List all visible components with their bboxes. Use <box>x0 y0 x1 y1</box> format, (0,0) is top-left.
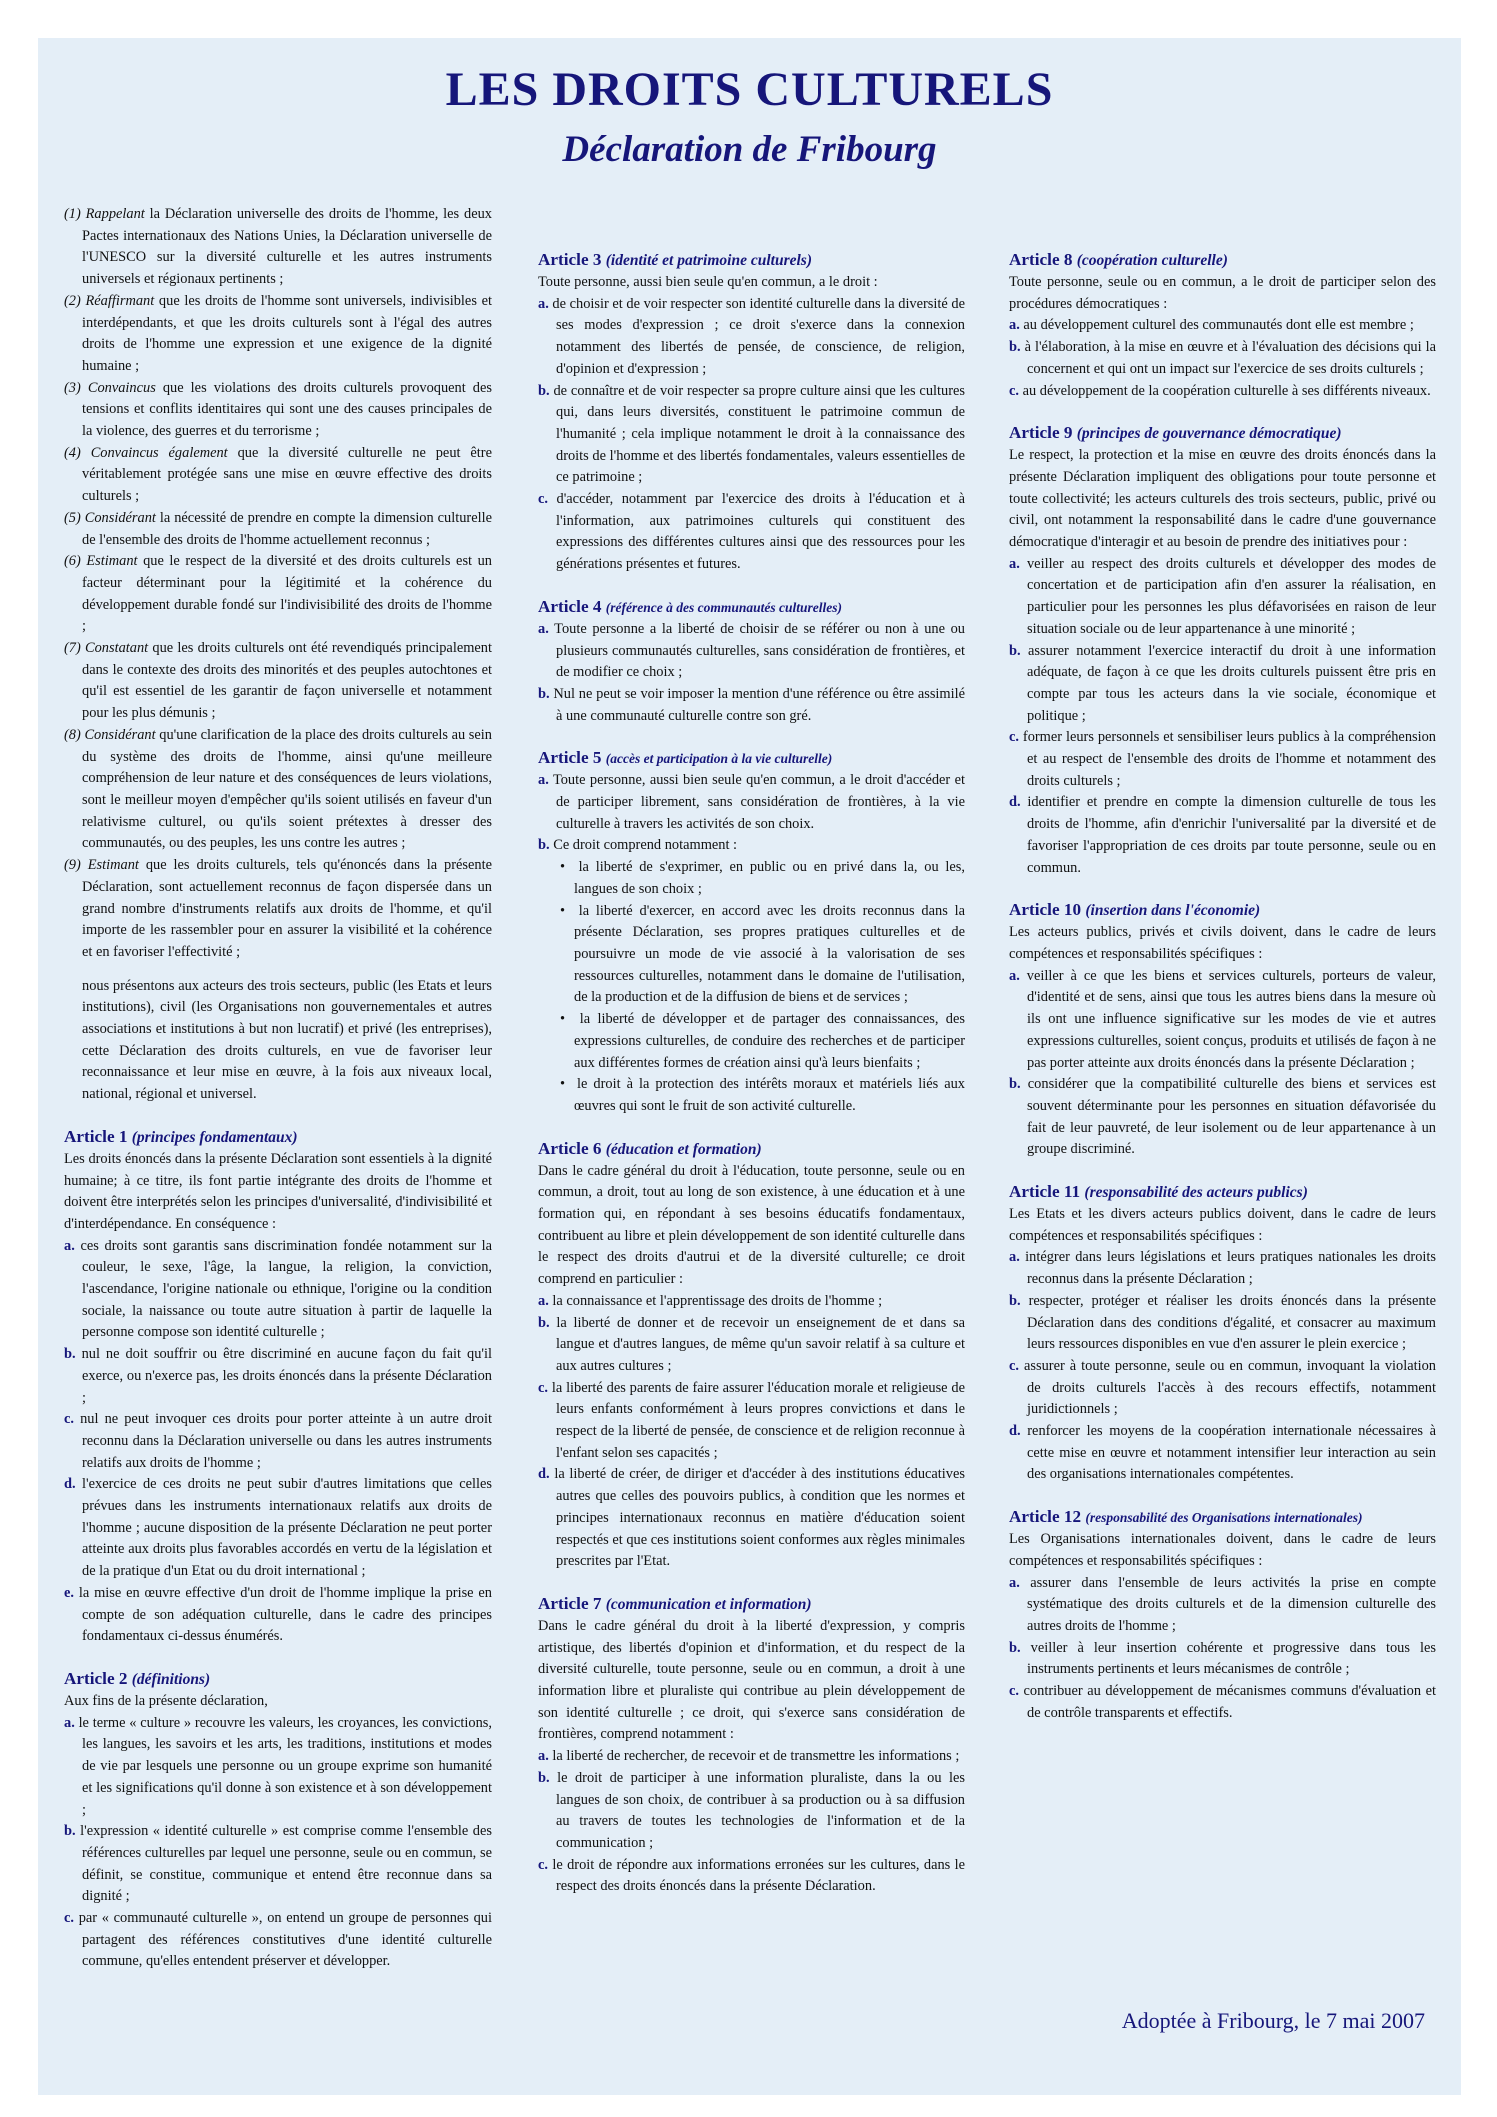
article-subject: (principes de gouvernance démocratique) <box>1076 425 1342 443</box>
article-heading <box>64 1126 492 1149</box>
item-text: assurer notamment l'exercice interactif du droit à une information adéquate, de façon à ce que les droits culturels puissent être pris en compte par tous les acteurs dans la vie sociale, économique et politique ; <box>1027 642 1436 724</box>
preamble-text: qu'une clarification de la place des droits culturels au sein du système des droits de l'homme, ainsi qu'une meilleure compréhension de leur nature et des conséquences de leurs violations, sont le meilleur moyen d'empêcher qu'ils soient utilisés en faveur d'un relativisme culturel, ou qu'ils soient prétextes à dresser des communautés, ou des peuples, les uns contre les autres ; <box>82 726 492 852</box>
item-text: par « communauté culturelle », on entend un groupe de personnes qui partagent des références constitutives d'une identité culturelle commune, qu'elles entendent préserver et développer. <box>78 1910 492 1970</box>
item-text: l'exercice de ces droits ne peut subir d'autres limitations que celles prévues dans les instruments internationaux relatifs aux droits de l'homme ; aucune disposition de la présente Déclaration ne peut porter atteinte aux droits plus favorables accordés en vertu de la législation et de la pratique d'un Etat ou du droit international ; <box>82 1476 492 1580</box>
bullet-item <box>538 857 965 900</box>
article-intro: Les Etats et les divers acteurs publics doivent, dans le cadre de leurs compétences et responsabilités spécifiques : <box>1009 1206 1436 1244</box>
item-letter: e. <box>64 1584 74 1601</box>
article-subject: (principes fondamentaux) <box>131 1128 298 1146</box>
item-letter: b. <box>538 382 550 399</box>
article-item <box>538 770 965 835</box>
article-number: Article 7 <box>538 1593 602 1613</box>
preamble-number: (8) <box>64 726 81 743</box>
preamble-clause <box>64 291 492 378</box>
preamble-clause <box>64 855 492 964</box>
article-subject: (insertion dans l'économie) <box>1085 902 1261 920</box>
article-section <box>538 1138 965 1573</box>
item-text: de choisir et de voir respecter son identité culturelle dans la diversité de ses modes d'expression ; ce droit s'exerce dans la connexion notamment des libertés de pensée, de conscience, de religion, d'opinion et d'expression ; <box>552 295 965 377</box>
item-letter: a. <box>1009 1249 1020 1266</box>
preamble-number: (1) <box>64 206 81 222</box>
article-intro: Toute personne, seule ou en commun, a le droit de participer selon des procédures démocratiques : <box>1009 274 1436 312</box>
preamble-text: que les droits de l'homme sont universels, indivisibles et interdépendants, et que les droits culturels sont à l'égal des autres droits de l'homme une expression et une exigence de la dignité humaine ; <box>82 292 492 374</box>
item-text: l'expression « identité culturelle » est comprise comme l'ensemble des références culturelles par lequel une personne, seule ou en commun, se définit, se constitue, communique et entend être reconnue dans sa dignité ; <box>80 1823 492 1905</box>
bullet-text: la liberté d'exercer, en accord avec les droits reconnus dans la présente Déclaration, ses propres pratiques culturelles et de poursuivre un mode de vie associé à la valorisation de ses ressources culturelles, notamment dans le domaine de l'utilisation, de la production et de la diffusion de biens et de services ; <box>574 902 965 1006</box>
item-text: au développement de la coopération culturelle à ses différents niveaux. <box>1022 382 1431 399</box>
article-number: Article 5 <box>538 748 602 768</box>
article-item <box>1009 315 1436 337</box>
item-text: nul ne peut invoquer ces droits pour porter atteinte à un autre droit reconnu dans la Déclaration universelle ou dans les autres instruments relatifs aux droits de l'homme ; <box>80 1411 492 1471</box>
item-letter: b. <box>538 837 550 854</box>
item-letter: b. <box>538 685 550 702</box>
article-intro: Dans le cadre général du droit à la liberté d'expression, y compris artistique, des libertés d'opinion et d'information, et du respect de la diversité culturelle, toute personne, seule ou en commun, a droit à une information libre et pluraliste qui contribue au plein développement de son identité culturelle ; ce droit, qui s'exerce sans considération de frontières, comprend notamment : <box>538 1617 965 1743</box>
article-item <box>538 381 965 490</box>
item-text: d'accéder, notamment par l'exercice des droits à l'éducation et à l'information, aux patrimoines culturels qui constituent des expressions des différentes cultures ainsi que des ressources pour les générations présentes et futures. <box>556 491 965 573</box>
item-letter: c. <box>538 491 548 508</box>
item-letter: b. <box>1009 1639 1021 1656</box>
item-letter: a. <box>1009 555 1020 572</box>
article-item <box>1009 1573 1436 1638</box>
bullet-icon: • <box>560 859 579 876</box>
preamble-text: que les droits culturels ont été revendiqués principalement dans le contexte des droits des minorités et des peuples autochtones et qu'il est essentiel de les garantir de façon universelle et notamment pour les plus démunis ; <box>82 640 492 722</box>
item-text: veiller au respect des droits culturels et développer des modes de concertation et de participation afin d'en assurer la réalisation, en particulier pour les personnes les plus défavorisées en raison de leur situation sociale ou de leur appartenance à une minorité ; <box>1026 555 1436 637</box>
article-item <box>1009 1421 1436 1486</box>
article-heading <box>64 1668 492 1691</box>
article-intro: Dans le cadre général du droit à l'éducation, toute personne, seule ou en commun, a droit, tout au long de son existence, à une éducation et à une formation qui, en répondant à ses besoins éducatifs fondamentaux, contribuent au libre et plein développement de son identité culturelle dans le respect des droits d'autrui et de la diversité culturelle; ce droit comprend en particulier : <box>538 1162 965 1288</box>
item-text: assurer dans l'ensemble de leurs activités la prise en compte systématique des droits culturels et de la dimension culturelle des autres droits de l'homme ; <box>1027 1574 1436 1634</box>
article-section <box>538 596 965 728</box>
preamble-number: (6) <box>64 553 81 570</box>
bullet-item <box>538 1009 965 1074</box>
item-letter: b. <box>64 1823 76 1840</box>
article-item <box>1009 1638 1436 1681</box>
preamble-lead-word: Réaffirmant <box>85 292 155 309</box>
preamble-clause <box>64 204 492 291</box>
bullet-text: la liberté de s'exprimer, en public ou en privé dans la, ou les, langues de son choix ; <box>574 859 965 897</box>
item-text: Toute personne, aussi bien seule qu'en commun, a le droit d'accéder et de participer librement, sans considération de frontières, à la vie culturelle à travers les activités de son choix. <box>552 772 965 832</box>
preamble-number: (7) <box>64 640 81 657</box>
bullet-text: le droit à la protection des intérêts moraux et matériels liés aux œuvres qui sont le fruit de son activité culturelle. <box>574 1076 965 1114</box>
preamble-number: (5) <box>64 509 81 526</box>
article-item <box>64 1713 492 1822</box>
item-letter: a. <box>1009 1574 1020 1591</box>
item-text: intégrer dans leurs législations et leurs pratiques nationales les droits reconnus dans la présente Déclaration ; <box>1025 1249 1436 1288</box>
bullet-text: la liberté de développer et de partager des connaissances, des expressions culturelles, de conduire des recherches et de participer aux différentes formes de création ainsi qu'à leurs bienfaits ; <box>574 1011 965 1071</box>
article-heading <box>1009 1506 1436 1529</box>
column-3 <box>1009 249 1436 1724</box>
preamble-clause <box>64 443 492 508</box>
article-number: Article 9 <box>1009 423 1073 443</box>
item-text: respecter, protéger et réaliser les droits énoncés dans la présente Déclaration dans des conditions d'égalité, et consacrer au maximum leurs ressources disponibles en vue d'en assurer le plein exercice ; <box>1027 1292 1436 1353</box>
article-intro: Les acteurs publics, privés et civils doivent, dans le cadre de leurs compétences et responsabilités spécifiques : <box>1009 924 1436 962</box>
article-item <box>538 619 965 684</box>
article-number: Article 3 <box>538 250 602 269</box>
article-subject: (accès et participation à la vie culturelle) <box>605 751 833 767</box>
preamble-clause <box>64 378 492 443</box>
item-letter: a. <box>1009 317 1020 334</box>
article-section <box>538 249 965 576</box>
article-item <box>1009 1356 1436 1421</box>
article-intro: Le respect, la protection et la mise en œuvre des droits énoncés dans la présente Déclaration impliquent des obligations pour toute personne et toute collectivité; les acteurs culturels des trois secteurs, public, privé ou civil, ont notamment la responsabilité dans le cadre d'une gouvernance démocratique d'interagir et au besoin de prendre des initiatives pour : <box>1009 447 1436 551</box>
item-text: le droit de participer à une information pluraliste, dans la ou les langues de son choix, de contribuer à sa production ou à sa diffusion au travers de toutes les technologies de l'information et de la communication ; <box>556 1769 965 1851</box>
item-text: le terme « culture » recouvre les valeurs, les croyances, les convictions, les langues, les savoirs et les arts, les traditions, institutions et modes de vie par lesquels une personne ou un groupe exprime son humanité et les significations qu'il donne à son existence et à son développement ; <box>78 1714 492 1818</box>
item-letter: c. <box>64 1411 74 1428</box>
item-letter: a. <box>538 1292 549 1309</box>
article-heading <box>1009 422 1436 445</box>
item-text: identifier et prendre en compte la dimension culturelle de tous les droits de l'homme, afin d'enrichir l'universalité par la diversité et de favoriser l'appropriation de ces droits par toute personne, seule ou en commun. <box>1027 794 1436 876</box>
item-text: la liberté de rechercher, de recevoir et de transmettre les informations ; <box>552 1748 960 1765</box>
article-item <box>538 1746 965 1768</box>
item-letter: d. <box>1009 1423 1021 1440</box>
item-text: de connaître et de voir respecter sa propre culture ainsi que les cultures qui, dans leurs diversités, constituent le patrimoine commun de l'humanité ; cela implique notamment le droit à la connaissance des droits de l'homme et des libertés fondamentales, valeurs essentielles de ce patrimoine ; <box>553 382 965 486</box>
preamble <box>64 204 492 964</box>
article-item <box>1009 792 1436 879</box>
bullet-icon: • <box>560 902 579 919</box>
preamble-text: que le respect de la diversité et des droits culturels est un facteur déterminant pour la légitimité et la cohérence du développement durable fondé sur l'indivisibilité des droits de l'homme ; <box>82 553 492 635</box>
item-letter: a. <box>538 295 549 312</box>
presentation-paragraph: nous présentons aux acteurs des trois secteurs, public (les Etats et leurs institutions), civil (les Organisations non gouvernementales et autres associations et institutions à but non lucratif) et privé (les entreprises), cette Déclaration des droits culturels, en vue de favoriser leur reconnaissance et leur mise en œuvre, à la fois aux niveaux local, national, régional et universel. <box>82 977 492 1103</box>
item-text: Ce droit comprend notamment : <box>553 837 738 854</box>
bullet-item <box>538 901 965 1010</box>
item-letter: d. <box>538 1466 550 1483</box>
item-letter: c. <box>64 1910 74 1927</box>
article-item <box>538 684 965 727</box>
article-subject: (responsabilité des Organisations internationales) <box>1085 1510 1363 1526</box>
article-item <box>1009 641 1436 728</box>
preamble-text: la Déclaration universelle des droits de l'homme, les deux Pactes internationaux des Nations Unies, la Déclaration universelle de l'UNESCO sur la diversité culturelle et les autres instruments universels et régionaux pertinents ; <box>82 206 492 288</box>
item-letter: c. <box>1009 1357 1019 1374</box>
item-text: nul ne doit souffrir ou être discriminé en aucune façon du fait qu'il exerce, ou n'exerce pas, les droits énoncés dans la présente Déclaration ; <box>81 1346 492 1406</box>
article-intro: Les Organisations internationales doivent, dans le cadre de leurs compétences et responsabilités spécifiques : <box>1009 1531 1436 1569</box>
article-heading <box>1009 899 1436 922</box>
article-subject: (identité et patrimoine culturels) <box>605 252 812 269</box>
article-heading <box>538 747 965 770</box>
item-letter: b. <box>538 1314 550 1331</box>
item-text: le droit de répondre aux informations erronées sur les cultures, dans le respect des droits énoncés dans la présente Déclaration. <box>552 1856 965 1895</box>
article-item <box>538 1768 965 1855</box>
item-text: la connaissance et l'apprentissage des droits de l'homme ; <box>552 1292 883 1309</box>
article-item <box>1009 381 1436 403</box>
item-letter: a. <box>538 1748 549 1765</box>
preamble-number: (3) <box>64 379 81 396</box>
item-text: ces droits sont garantis sans discrimination fondée notamment sur la couleur, le sexe, l'âge, la langue, la religion, la conviction, l'ascendance, l'origine nationale ou ethnique, l'origine ou la condition sociale, la naissance ou toute autre situation à partir de laquelle la personne compose son identité culturelle ; <box>80 1237 492 1341</box>
article-item <box>538 1313 965 1378</box>
item-text: renforcer les moyens de la coopération internationale nécessaires à cette mise en œuvre et notamment intensifier leur interaction au sein des organisations internationales compétentes. <box>1027 1423 1437 1483</box>
item-letter: a. <box>538 620 549 637</box>
column-1 <box>64 204 492 1973</box>
article-subject: (éducation et formation) <box>605 1140 762 1158</box>
article-heading <box>538 596 965 619</box>
preamble-text: que les droits culturels, tels qu'énoncés dans la présente Déclaration, sont actuellement reconnus de façon dispersée dans un grand nombre d'instruments relatifs aux droits de l'homme, et qu'il importe de les rassembler pour en assurer la visibilité et la cohérence et en favoriser l'effectivité ; <box>82 857 492 960</box>
item-letter: b. <box>1009 339 1021 356</box>
article-number: Article 1 <box>64 1126 128 1146</box>
item-letter: d. <box>64 1476 76 1493</box>
preamble-lead-word: Considérant <box>84 726 156 743</box>
item-letter: c. <box>1009 1683 1019 1700</box>
article-item <box>538 1291 965 1313</box>
article-item <box>1009 1247 1436 1290</box>
article-item <box>64 1344 492 1409</box>
item-text: la liberté de créer, de diriger et d'accéder à des institutions éducatives autres que celles des pouvoirs publics, à condition que les normes et principes internationaux reconnus en matière d'éducation soient respectés et que ces institutions soient conformes aux règles minimales prescrites par l'Etat. <box>554 1466 965 1570</box>
article-subject: (communication et information) <box>605 1595 812 1613</box>
bullet-item <box>538 1074 965 1117</box>
article-subject: (responsabilité des acteurs publics) <box>1084 1184 1308 1202</box>
article-item <box>538 1464 965 1573</box>
item-letter: b. <box>538 1769 550 1786</box>
item-text: assurer à toute personne, seule ou en commun, invoquant la violation de droits culturels l'accès à des recours effectifs, notamment juridictionnels ; <box>1024 1357 1436 1418</box>
article-intro: Toute personne, aussi bien seule qu'en commun, a le droit : <box>538 274 878 290</box>
article-section <box>1009 422 1436 879</box>
article-item <box>538 489 965 576</box>
article-item <box>538 294 965 381</box>
column-2 <box>538 249 965 1898</box>
preamble-text: que la diversité culturelle ne peut être véritablement protégée sans une mise en œuvre effective des droits culturels ; <box>82 444 492 505</box>
article-heading <box>538 1593 965 1616</box>
item-text: considérer que la compatibilité culturelle des biens et services est souvent déterminante pour les personnes en situation défavorisée du fait de leur pauvreté, de leur isolement ou de leur appartenance à un groupe discriminé. <box>1027 1076 1436 1158</box>
article-section <box>1009 1181 1436 1486</box>
preamble-lead-word: Convaincus <box>87 379 156 396</box>
article-section <box>64 1668 492 1973</box>
item-text: au développement culturel des communautés dont elle est membre ; <box>1023 317 1414 334</box>
item-text: former leurs personnels et sensibiliser leurs publics à la compréhension et au respect de l'ensemble des droits de l'homme et notamment des droits culturels ; <box>1022 729 1436 789</box>
item-letter: b. <box>64 1346 76 1363</box>
articles-column-1 <box>64 1126 492 1973</box>
article-number: Article 6 <box>538 1138 602 1158</box>
article-item <box>538 1855 965 1898</box>
preamble-text: la nécessité de prendre en compte la dimension culturelle de l'ensemble des droits de l'homme actuellement reconnus ; <box>82 509 492 548</box>
article-number: Article 8 <box>1009 250 1073 269</box>
item-letter: c. <box>538 1379 548 1396</box>
article-item <box>64 1409 492 1474</box>
article-intro: Les droits énoncés dans la présente Déclaration sont essentiels à la dignité humaine; à ce titre, ils font partie intégrante des droits de l'homme et doivent être interprétés selon les principes d'universalité, d'indivisibilité et d'interdépendance. En conséquence : <box>64 1150 492 1232</box>
article-heading <box>538 249 965 272</box>
item-text: la liberté des parents de faire assurer l'éducation morale et religieuse de leurs enfants conformément à leurs propres convictions et dans le respect de la liberté de pensée, de conscience et de religion reconnue à l'enfant selon ses capacités ; <box>551 1379 965 1461</box>
item-letter: b. <box>1009 1292 1021 1309</box>
article-item <box>64 1236 492 1345</box>
article-section <box>64 1126 492 1648</box>
item-letter: c. <box>1009 729 1019 746</box>
article-number: Article 2 <box>64 1669 128 1688</box>
article-item <box>1009 337 1436 380</box>
article-heading <box>1009 1181 1436 1204</box>
page-subtitle: Déclaration de Fribourg <box>562 129 937 170</box>
article-section <box>538 747 965 1117</box>
item-letter: c. <box>1009 382 1019 399</box>
preamble-clause <box>64 725 492 855</box>
preamble-lead-word: Estimant <box>86 553 138 570</box>
article-heading <box>1009 249 1436 272</box>
bullet-icon: • <box>560 1011 580 1028</box>
article-item <box>538 835 965 857</box>
item-text: Toute personne a la liberté de choisir de se référer ou non à une ou plusieurs communautés culturelles, sans considération de frontières, et de modifier ce choix ; <box>554 620 965 681</box>
item-text: Nul ne peut se voir imposer la mention d'une référence ou être assimilé à une communauté culturelle contre son gré. <box>553 685 966 724</box>
article-item <box>64 1908 492 1973</box>
declaration-poster <box>38 38 1461 2095</box>
article-number: Article 10 <box>1009 900 1082 920</box>
article-subject: (coopération culturelle) <box>1076 252 1228 269</box>
article-item <box>64 1583 492 1648</box>
item-letter: b. <box>1009 642 1021 659</box>
preamble-lead-word: Rappelant <box>85 206 145 222</box>
item-letter: a. <box>538 772 549 789</box>
item-letter: a. <box>64 1714 75 1731</box>
bullet-icon: • <box>560 1076 578 1093</box>
preamble-text: que les violations des droits culturels provoquent des tensions et conflits identitaires qui sont une des causes principales de la violence, des guerres et du terrorisme ; <box>82 379 492 440</box>
article-item <box>538 1378 965 1465</box>
preamble-clause <box>64 638 492 725</box>
article-number: Article 11 <box>1009 1182 1081 1202</box>
article-section <box>538 1593 965 1898</box>
article-number: Article 4 <box>538 596 602 616</box>
item-letter: a. <box>64 1237 75 1254</box>
article-item <box>64 1474 492 1583</box>
item-letter: d. <box>1009 794 1021 811</box>
article-section <box>1009 249 1436 402</box>
item-text: à l'élaboration, à la mise en œuvre et à l'évaluation des décisions qui la concernent et qui ont un impact sur l'exercice de ses droits culturels ; <box>1024 339 1436 377</box>
article-intro: Aux fins de la présente déclaration, <box>64 1693 268 1709</box>
item-text: la liberté de donner et de recevoir un enseignement de et dans sa langue et d'autres langues, de même qu'un savoir relatif à sa culture et aux autres cultures ; <box>556 1314 965 1374</box>
article-item <box>1009 554 1436 641</box>
article-number: Article 12 <box>1009 1507 1082 1527</box>
adoption-footer: Adoptée à Fribourg, le 7 mai 2007 <box>1121 2008 1425 2033</box>
item-text: contribuer au développement de mécanismes communs d'évaluation et de contrôle transparents et effectifs. <box>1023 1683 1436 1721</box>
item-text: la mise en œuvre effective d'un droit de l'homme implique la prise en compte de son adéquation culturelle, dans le cadre des principes fondamentaux ci-dessus énumérés. <box>78 1584 492 1645</box>
preamble-lead-word: Constatant <box>85 640 149 657</box>
article-section <box>1009 899 1436 1161</box>
article-item <box>1009 1291 1436 1356</box>
preamble-lead-word: Estimant <box>87 857 139 874</box>
preamble-lead-word: Convaincus également <box>90 444 228 461</box>
article-subject: (définitions) <box>131 1671 211 1688</box>
preamble-clause <box>64 551 492 638</box>
page-title: LES DROITS CULTURELS <box>445 63 1054 116</box>
item-text: veiller à leur insertion cohérente et progressive dans tous les instruments pertinents et leurs mécanismes de contrôle ; <box>1027 1639 1436 1678</box>
preamble-number: (9) <box>64 857 81 874</box>
item-letter: a. <box>1009 967 1020 984</box>
article-item <box>1009 1074 1436 1161</box>
article-item <box>1009 1681 1436 1724</box>
article-item <box>1009 727 1436 792</box>
article-section <box>1009 1506 1436 1724</box>
item-letter: c. <box>538 1856 548 1873</box>
article-item <box>1009 966 1436 1075</box>
article-subject: (référence à des communautés culturelles) <box>605 599 842 615</box>
preamble-number: (4) <box>64 444 81 461</box>
preamble-lead-word: Considérant <box>84 509 156 526</box>
article-item <box>64 1821 492 1908</box>
preamble-clause <box>64 508 492 551</box>
article-heading <box>538 1138 965 1161</box>
preamble-number: (2) <box>64 292 81 309</box>
item-text: veiller à ce que les biens et services culturels, porteurs de valeur, d'identité et de sens, ainsi que tous les autres biens dans la mesure où ils ont une influence significative sur les modes de vie et autres expressions culturelles, soient conçus, produits et utilisés de façon à ne pas porter atteinte aux droits énoncés dans la présente Déclaration ; <box>1026 967 1436 1071</box>
item-letter: b. <box>1009 1076 1021 1093</box>
